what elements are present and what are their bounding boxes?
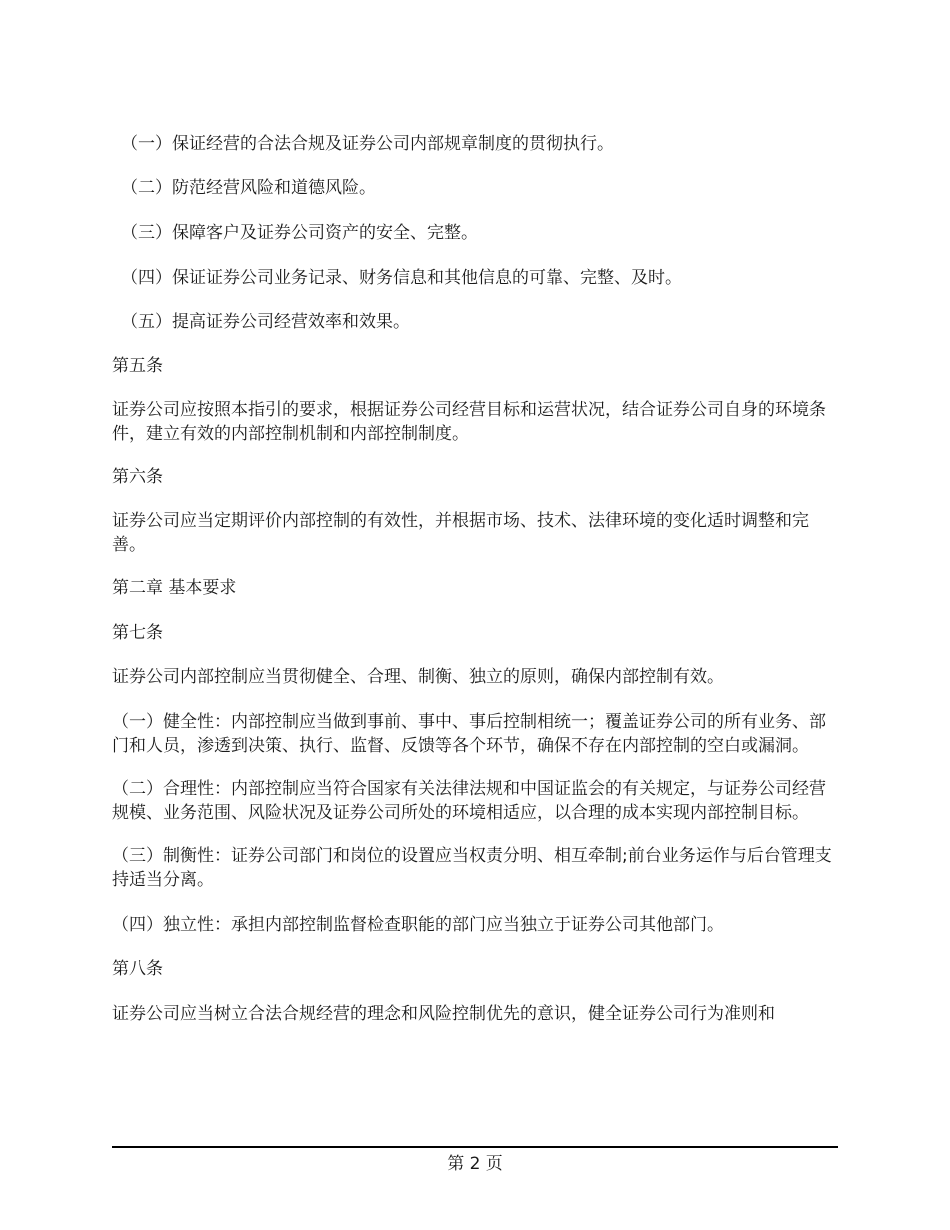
body-paragraph: （一）健全性：内部控制应当做到事前、事中、事后控制相统一；覆盖证券公司的所有业务、部门和人员，渗透到决策、执行、监督、反馈等各个环节，确保不存在内部控制的空白或漏洞。: [112, 712, 826, 756]
body-paragraph: （三）制衡性：证券公司部门和岗位的设置应当权责分明、相互牵制;前台业务运作与后台管理支持适当分离。: [112, 846, 832, 890]
body-paragraph: 证券公司应按照本指引的要求，根据证券公司经营目标和运营状况，结合证券公司自身的环境条件，建立有效的内部控制机制和内部控制制度。: [112, 400, 826, 444]
list-item: （五）提高证券公司经营效率和效果。: [121, 312, 410, 332]
page-number: 第 2 页: [447, 1154, 503, 1174]
body-paragraph: 证券公司应当树立合法合规经营的理念和风险控制优先的意识，健全证券公司行为准则和: [112, 1004, 775, 1024]
body-paragraph: 证券公司内部控制应当贯彻健全、合理、制衡、独立的原则，确保内部控制有效。: [112, 667, 724, 687]
footer-divider: [112, 1146, 838, 1148]
article-heading: 第七条: [112, 623, 163, 643]
body-paragraph: （二）合理性：内部控制应当符合国家有关法律法规和中国证监会的有关规定，与证券公司经营规模、业务范围、风险状况及证券公司所处的环境相适应，以合理的成本实现内部控制目标。: [112, 779, 826, 823]
list-item: （三）保障客户及证券公司资产的安全、完整。: [121, 223, 478, 243]
document-body: [112, 132, 840, 1026]
body-paragraph: 证券公司应当定期评价内部控制的有效性，并根据市场、技术、法律环境的变化适时调整和完善。: [112, 511, 809, 555]
body-paragraph: （四）独立性：承担内部控制监督检查职能的部门应当独立于证券公司其他部门。: [112, 915, 724, 935]
list-item: （一）保证经营的合法合规及证券公司内部规章制度的贯彻执行。: [121, 134, 614, 154]
list-item: （二）防范经营风险和道德风险。: [121, 178, 376, 198]
article-heading: 第五条: [112, 356, 163, 376]
article-heading: 第六条: [112, 467, 163, 487]
list-item: （四）保证证券公司业务记录、财务信息和其他信息的可靠、完整、及时。: [121, 268, 682, 288]
chapter-heading: 第二章 基本要求: [112, 578, 237, 598]
article-heading: 第八条: [112, 959, 163, 979]
